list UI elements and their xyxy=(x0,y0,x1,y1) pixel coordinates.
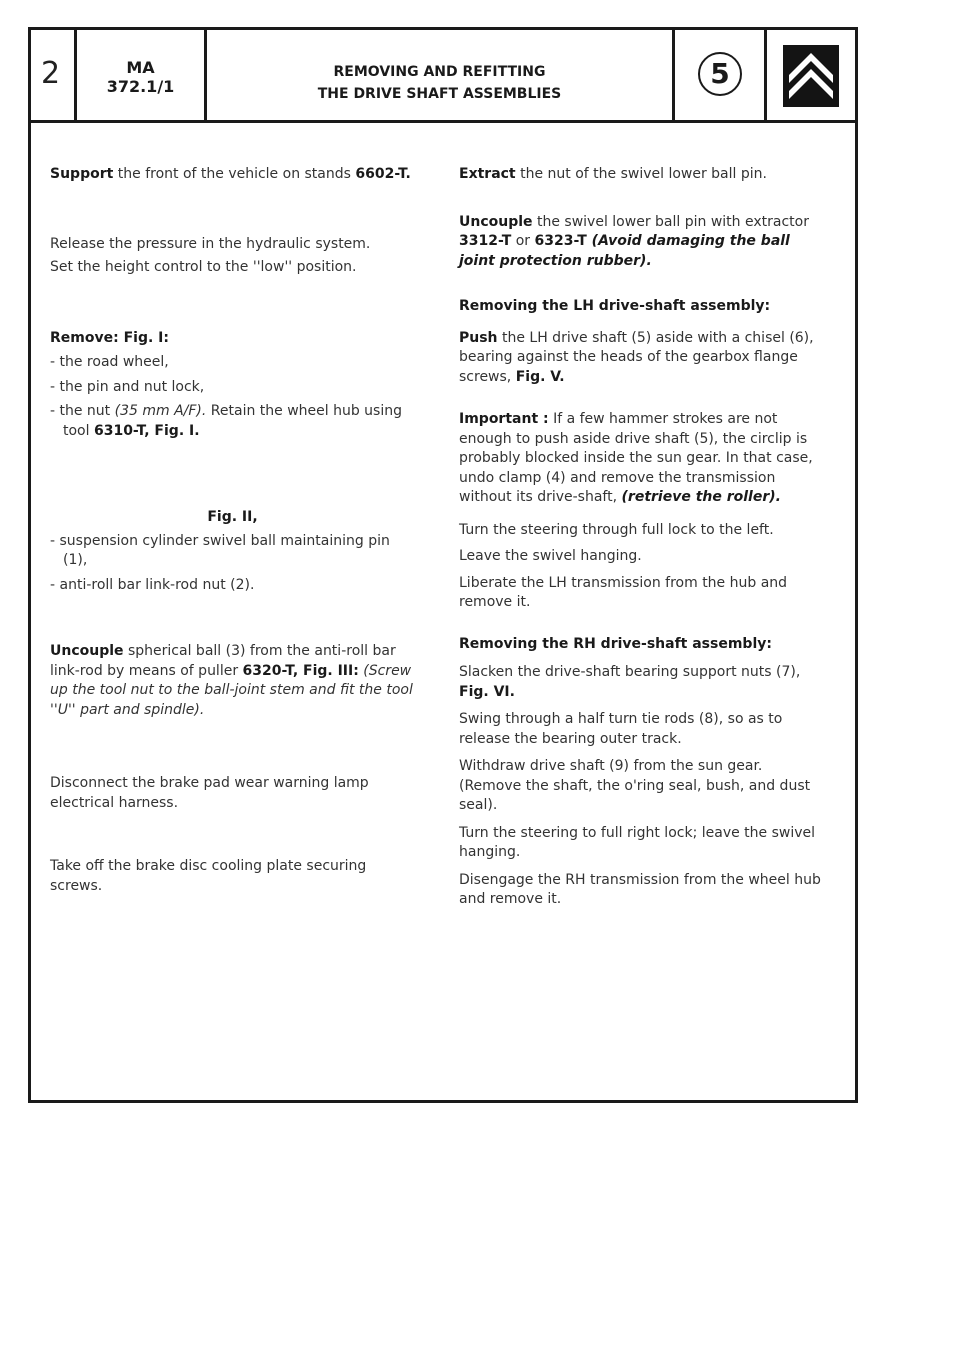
withdraw-shaft: Withdraw drive shaft (9) from the sun gear. (Remove the shaft, the o'ring seal, bush, and dust seal). xyxy=(459,758,811,813)
right-column xyxy=(459,165,824,910)
header-box xyxy=(28,27,858,123)
reference-line-1: MA xyxy=(126,58,155,77)
nut-text: - the nut xyxy=(50,403,115,419)
retrieve-roller: (retrieve the roller). xyxy=(621,489,781,505)
hub-tool: 6310-T, Fig. I. xyxy=(93,422,200,439)
uncouple-keyword: Uncouple xyxy=(459,213,533,230)
release-pressure: Release the pressure in the hydraulic system. xyxy=(50,235,371,252)
fig2-heading xyxy=(50,508,415,528)
retain-text: Retain the wheel hub using tool xyxy=(63,403,403,439)
extractor-tool-2: 6323-T xyxy=(534,233,587,249)
page-title xyxy=(207,61,672,105)
extract-text: the nut of the swivel lower ball pin. xyxy=(515,166,767,182)
height-control: Set the height control to the ''low'' position. xyxy=(50,259,357,275)
puller-tool: 6320-T, Fig. III: xyxy=(242,662,359,679)
push-shaft xyxy=(459,329,824,388)
extract-keyword: Extract xyxy=(459,166,516,182)
lh-heading-text: Removing the LH drive-shaft assembly: xyxy=(459,298,771,314)
cooling-plate: Take off the brake disc cooling plate securing screws. xyxy=(50,858,367,894)
uncouple-keyword: Uncouple xyxy=(50,643,124,659)
slacken-nuts xyxy=(459,663,824,702)
logo-cell xyxy=(767,30,855,120)
nut-size: (35 mm A/F). xyxy=(114,403,207,419)
title-cell xyxy=(207,30,675,120)
rh-heading-text: Removing the RH drive-shaft assembly: xyxy=(459,635,772,652)
extractor-tool-1: 3312-T xyxy=(459,233,512,249)
slacken-text: Slacken the drive-shaft bearing support nuts (7), xyxy=(459,664,801,680)
push-keyword: Push xyxy=(459,329,498,346)
leave-swivel: Leave the swivel hanging. xyxy=(459,548,642,564)
remove-heading xyxy=(50,329,415,349)
important-text: If a few hammer strokes are not enough to push aside drive shaft (5), the circlip is probably blocked inside the sun gear. In that case, undo clamp (4) and remove the transmission without its drive-shaft, xyxy=(459,411,813,505)
steer-left: Turn the steering through full lock to the left. xyxy=(459,521,774,538)
rh-heading xyxy=(459,635,824,655)
remove-item-1: - the road wheel, xyxy=(50,354,169,370)
liberate-lh: Liberate the LH transmission from the hub and remove it. xyxy=(459,574,788,610)
fig2-text: Fig. II, xyxy=(207,509,258,525)
reference-line-2: 372.1/1 xyxy=(106,77,175,96)
uncouple-note: (Screw up the tool nut to the ball-joint stem and fit the tool ''U'' part and spindle). xyxy=(50,662,413,718)
disconnect-harness: Disconnect the brake pad wear warning lamp electrical harness. xyxy=(50,775,369,811)
fig2-item-2: - anti-roll bar link-rod nut (2). xyxy=(50,576,255,593)
section-number: 2 xyxy=(41,56,61,91)
support-text: the front of the vehicle on stands xyxy=(113,166,356,182)
or-text: or xyxy=(511,233,535,249)
title-line-1: REMOVING AND REFITTING xyxy=(333,64,546,80)
left-column xyxy=(50,165,415,896)
swing-tie-rods: Swing through a half turn tie rods (8), so as to release the bearing outer track. xyxy=(459,711,783,747)
support-keyword: Support xyxy=(50,166,114,182)
reference-code xyxy=(77,58,204,96)
steer-right: Turn the steering to full right lock; leave the swivel hanging. xyxy=(459,824,816,860)
lh-heading xyxy=(459,297,824,317)
double-chevron-icon xyxy=(783,45,839,107)
chapter-badge: 5 xyxy=(698,52,742,96)
disengage-rh: Disengage the RH transmission from the wheel hub and remove it. xyxy=(459,871,821,907)
uncouple-text: spherical ball (3) from the anti-roll bar link-rod by means of puller xyxy=(50,643,396,679)
section-cell xyxy=(31,30,77,120)
uncouple-text: the swivel lower ball pin with extractor xyxy=(532,213,809,230)
fig5-ref: Fig. V. xyxy=(515,368,565,385)
fig2-item-1: - suspension cylinder swivel ball maintaining pin (1), xyxy=(50,532,390,568)
citroen-logo-icon xyxy=(783,45,839,107)
extract-nut xyxy=(459,165,824,185)
uncouple-ball-pin xyxy=(459,213,824,272)
remove-heading-text: Remove: Fig. I: xyxy=(50,329,169,346)
title-line-2: THE DRIVE SHAFT ASSEMBLIES xyxy=(317,86,562,102)
support-paragraph xyxy=(50,165,415,185)
push-text: the LH drive shaft (5) aside with a chisel (6), bearing against the heads of the gearbox flange screws, xyxy=(459,329,814,385)
remove-item-3 xyxy=(50,402,415,441)
reference-cell xyxy=(77,30,207,120)
uncouple-ball xyxy=(50,642,415,720)
badge-cell xyxy=(675,30,767,120)
remove-item-2: - the pin and nut lock, xyxy=(50,378,205,395)
fig6-ref: Fig. VI. xyxy=(459,683,515,700)
stand-tool: 6602-T. xyxy=(355,166,411,182)
rubber-warning: (Avoid damaging the ball joint protection rubber). xyxy=(459,233,790,269)
important-note xyxy=(459,410,824,508)
important-keyword: Important : xyxy=(459,411,549,427)
